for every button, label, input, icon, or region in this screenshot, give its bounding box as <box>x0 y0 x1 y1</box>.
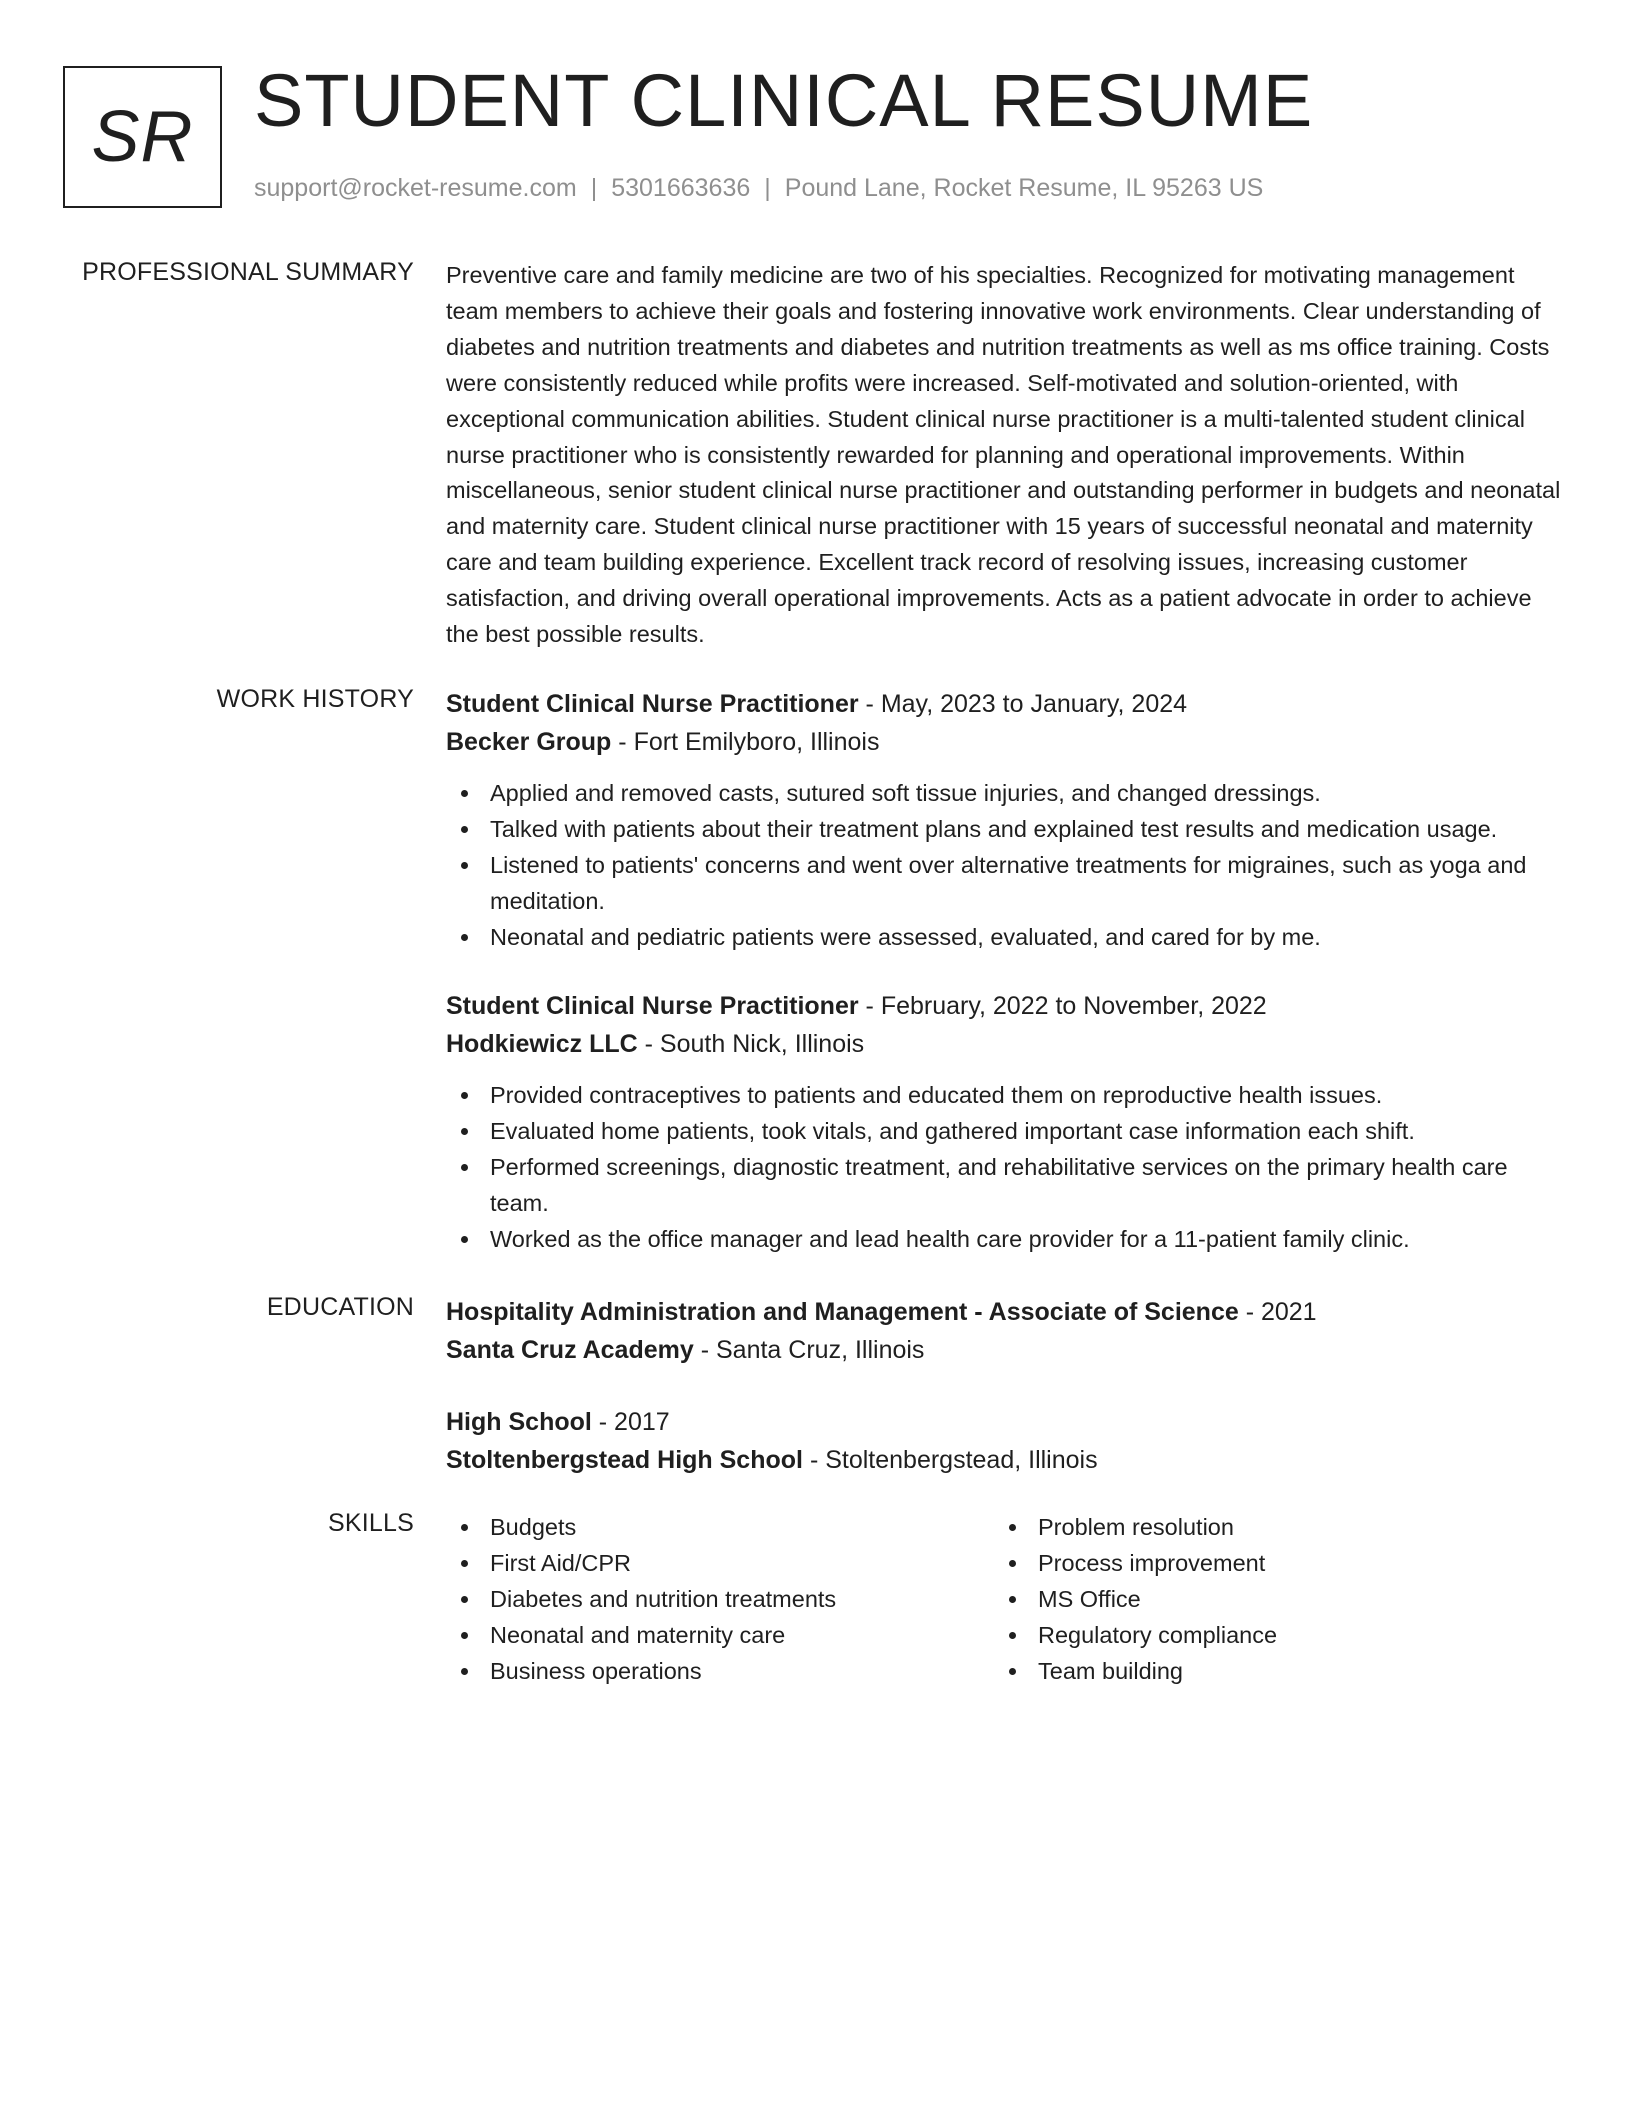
skill-item: Business operations <box>446 1653 994 1689</box>
skill-item: Neonatal and maternity care <box>446 1617 994 1653</box>
job-company-line <box>446 1025 1566 1063</box>
job-location: - South Nick, Illinois <box>644 1030 865 1058</box>
education-degree: High School <box>446 1408 592 1436</box>
contact-email[interactable]: support@rocket-resume.com <box>254 174 577 202</box>
skills-columns <box>446 1509 1566 1689</box>
job-bullet: Talked with patients about their treatment plans and explained test results and medication usage. <box>446 811 1566 847</box>
skill-item: MS Office <box>994 1581 1542 1617</box>
education-degree-line <box>446 1293 1566 1331</box>
job-entry <box>446 987 1566 1257</box>
job-bullets <box>446 775 1566 955</box>
section-label-skills: SKILLS <box>328 1509 414 1537</box>
job-bullet: Provided contraceptives to patients and educated them on reproductive health issues. <box>446 1077 1566 1113</box>
education-degree-line <box>446 1403 1566 1441</box>
section-label-education: EDUCATION <box>266 1293 414 1321</box>
job-bullets <box>446 1077 1566 1257</box>
job-entry <box>446 685 1566 955</box>
job-bullet: Performed screenings, diagnostic treatment, and rehabilitative services on the primary health care team. <box>446 1149 1566 1221</box>
section-label-summary: PROFESSIONAL SUMMARY <box>82 258 414 286</box>
skill-item: Problem resolution <box>994 1509 1542 1545</box>
monogram-box <box>63 66 222 208</box>
resume-title: STUDENT CLINICAL RESUME <box>254 59 1314 142</box>
job-bullet: Neonatal and pediatric patients were assessed, evaluated, and cared for by me. <box>446 919 1566 955</box>
job-company: Hodkiewicz LLC <box>446 1030 638 1058</box>
education-school-line <box>446 1331 1566 1369</box>
education-year: - 2017 <box>598 1408 670 1436</box>
job-bullet: Applied and removed casts, sutured soft tissue injuries, and changed dressings. <box>446 775 1566 811</box>
education-school: Santa Cruz Academy <box>446 1336 694 1364</box>
monogram-initials: SR <box>91 97 194 177</box>
contact-separator: | <box>764 174 771 202</box>
skill-item: Process improvement <box>994 1545 1542 1581</box>
job-bullet: Worked as the office manager and lead health care provider for a 11-patient family clinic. <box>446 1221 1566 1257</box>
job-title: Student Clinical Nurse Practitioner <box>446 992 859 1020</box>
education-entry <box>446 1403 1566 1479</box>
education-location: - Santa Cruz, Illinois <box>700 1336 925 1364</box>
education-year: - 2021 <box>1245 1298 1317 1326</box>
education-degree: Hospitality Administration and Management - Associate of Science <box>446 1298 1239 1326</box>
education-location: - Stoltenbergstead, Illinois <box>809 1446 1098 1474</box>
job-company: Becker Group <box>446 728 612 756</box>
summary-text: Preventive care and family medicine are two of his specialties. Recognized for motivating management team members to achieve their goals and fostering innovative work environments. Clear understanding of diabetes and nutrition treatments and diabetes and nutrition treatments as well as ms office training. Costs were consistently reduced while profits were increased. Self-motivated and solution-oriented, with exceptional communication abilities. Student clinical nurse practitioner is a multi-talented student clinical nurse practitioner who is consistently rewarded for planning and operational improvements. Within miscellaneous, senior student clinical nurse practitioner and outstanding performer in budgets and neonatal and maternity care. Student clinical nurse practitioner with 15 years of successful neonatal and maternity care and team building experience. Excellent track record of resolving issues, increasing customer satisfaction, and driving overall operational improvements. Acts as a patient advocate in order to achieve the best possible results. <box>446 262 1561 648</box>
education-school-line <box>446 1441 1566 1479</box>
job-title: Student Clinical Nurse Practitioner <box>446 690 859 718</box>
education-school: Stoltenbergstead High School <box>446 1446 803 1474</box>
job-dates: - February, 2022 to November, 2022 <box>865 992 1267 1020</box>
work-history-body <box>446 685 1566 1289</box>
education-entry <box>446 1293 1566 1369</box>
contact-line <box>254 174 1263 203</box>
skill-item: Budgets <box>446 1509 994 1545</box>
job-bullet: Listened to patients' concerns and went over alternative treatments for migraines, such as yoga and meditation. <box>446 847 1566 919</box>
job-title-line <box>446 987 1566 1025</box>
resume-header <box>63 59 1563 208</box>
contact-separator: | <box>590 174 598 202</box>
skills-column-left <box>446 1509 994 1689</box>
skill-item: Regulatory compliance <box>994 1617 1542 1653</box>
job-location: - Fort Emilyboro, Illinois <box>618 728 880 756</box>
job-title-line <box>446 685 1566 723</box>
contact-phone[interactable]: 5301663636 <box>611 174 751 202</box>
contact-address: Pound Lane, Rocket Resume, IL 95263 US <box>784 174 1264 202</box>
education-body <box>446 1293 1566 1513</box>
skill-item: First Aid/CPR <box>446 1545 994 1581</box>
skills-column-right <box>994 1509 1542 1689</box>
job-dates: - May, 2023 to January, 2024 <box>865 690 1188 718</box>
job-company-line <box>446 723 1566 761</box>
skill-item: Team building <box>994 1653 1542 1689</box>
section-label-work-history: WORK HISTORY <box>216 685 414 713</box>
job-bullet: Evaluated home patients, took vitals, and gathered important case information each shift. <box>446 1113 1566 1149</box>
skills-body <box>446 1509 1566 1689</box>
skill-item: Diabetes and nutrition treatments <box>446 1581 994 1617</box>
